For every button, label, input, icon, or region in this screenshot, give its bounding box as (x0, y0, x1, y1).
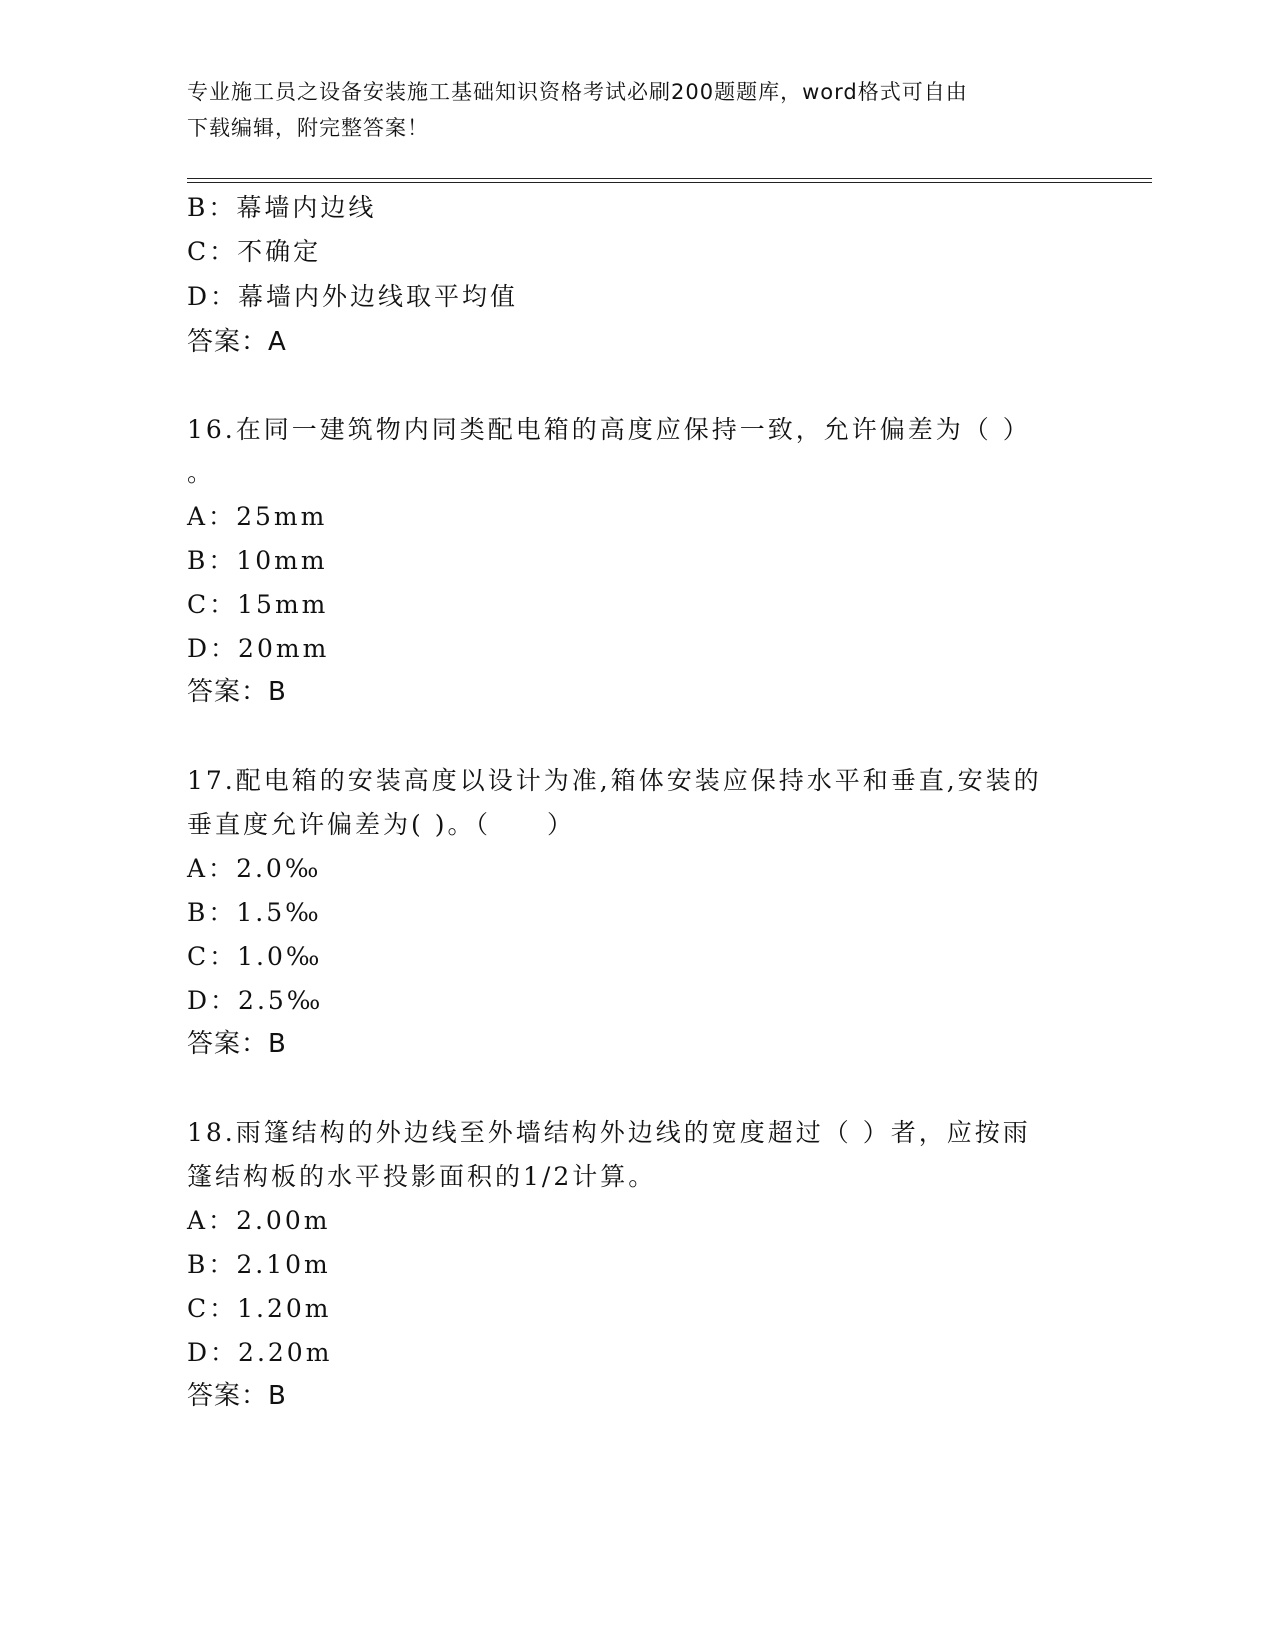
option-text: 1.0‰ (237, 942, 323, 971)
option-label: B： (187, 193, 237, 222)
option-label: A： (187, 1206, 237, 1235)
header-line-1: 专业施工员之设备安装施工基础知识资格考试必刷200题题库，word格式可自由 (187, 80, 968, 104)
option-label: D： (187, 1338, 239, 1367)
option-label: B： (187, 898, 237, 927)
option-text: 25mm (236, 502, 328, 531)
option-text: 2.5‰ (238, 986, 324, 1015)
option-label: D： (187, 986, 239, 1015)
option-text: 2.10m (236, 1250, 331, 1279)
option-text: 2.20m (238, 1338, 333, 1367)
option-label: B： (187, 546, 237, 575)
q17-option-b (187, 898, 322, 928)
option-text: 幕墙内外边线取平均值 (238, 282, 519, 311)
option-text: 不确定 (237, 237, 322, 266)
q17-stem-line-1: 17.配电箱的安装高度以设计为准,箱体安装应保持水平和垂直,安装的 (187, 766, 1042, 795)
header-divider-top (187, 178, 1152, 179)
option-text: 幕墙内边线 (236, 193, 377, 222)
option-text: 15mm (237, 590, 329, 619)
option-text: 2.00m (236, 1206, 331, 1235)
option-text: 1.20m (237, 1294, 332, 1323)
option-label: A： (187, 854, 237, 883)
header-line-2: 下载编辑，附完整答案！ (187, 116, 429, 140)
q17-option-a (187, 854, 321, 884)
q17-option-d (187, 986, 323, 1016)
q15-option-b (187, 193, 376, 223)
option-label: B： (187, 1250, 237, 1279)
q16-option-d (187, 634, 329, 664)
q18-stem-line-1: 18.雨篷结构的外边线至外墙结构外边线的宽度超过（ ）者，应按雨 (187, 1118, 1031, 1147)
q17-option-c (187, 942, 322, 972)
q18-option-b (187, 1250, 331, 1280)
q16-answer: 答案：B (187, 677, 287, 707)
option-label: D： (187, 634, 239, 663)
q18-stem-line-2: 篷结构板的水平投影面积的1/2计算。 (187, 1162, 657, 1191)
q17-answer: 答案：B (187, 1029, 287, 1059)
q15-option-d (187, 282, 518, 312)
q16-stem-line-2: 。 (187, 458, 216, 487)
q18-option-a (187, 1206, 330, 1236)
option-label: C： (187, 942, 238, 971)
q16-option-c (187, 590, 328, 620)
option-label: C： (187, 1294, 238, 1323)
q18-option-d (187, 1338, 332, 1368)
option-text: 10mm (236, 546, 328, 575)
option-label: A： (187, 502, 237, 531)
option-label: D： (187, 282, 239, 311)
option-text: 1.5‰ (236, 898, 322, 927)
option-text: 20mm (238, 634, 330, 663)
q15-option-c (187, 237, 321, 267)
option-label: C： (187, 590, 238, 619)
q18-option-c (187, 1294, 332, 1324)
q18-answer: 答案：B (187, 1381, 287, 1411)
q16-stem-line-1: 16.在同一建筑物内同类配电箱的高度应保持一致，允许偏差为（ ） (187, 415, 1031, 444)
q17-stem-line-2: 垂直度允许偏差为( )。（ ） (187, 810, 575, 839)
document-header (187, 74, 1067, 146)
q16-option-b (187, 546, 328, 576)
header-divider-bottom (187, 182, 1152, 183)
q15-answer: 答案：A (187, 327, 287, 357)
q16-option-a (187, 502, 327, 532)
option-text: 2.0‰ (236, 854, 322, 883)
option-label: C： (187, 237, 238, 266)
